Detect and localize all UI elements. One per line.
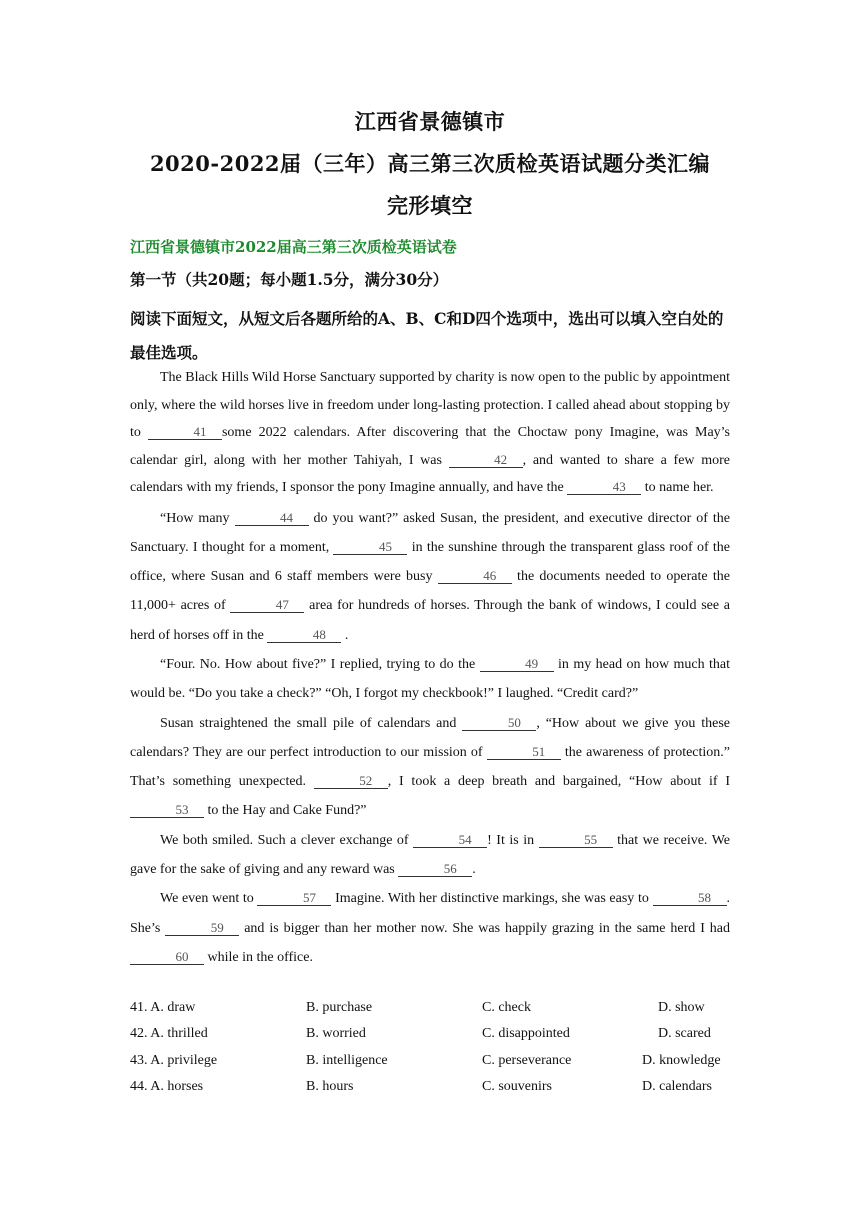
passage-text: and is bigger than her mother now. She was happily grazing in the same herd I had — [239, 920, 730, 936]
passage-paragraph-2 — [130, 504, 730, 650]
passage-text: We both smiled. Such a clever exchange of — [160, 832, 414, 848]
passage-text: Imagine. With her distinctive markings, she was easy to — [331, 891, 653, 907]
passage-text: in the sunshine through the transparent glass roof of the office, where Susan and 6 staff members were busy — [130, 539, 730, 585]
option-a: 42. A. thrilled — [130, 1026, 208, 1042]
blank-50: 50 — [462, 716, 536, 731]
blank-49: 49 — [480, 657, 554, 672]
option-d: D. knowledge — [642, 1052, 721, 1068]
passage-text: . — [472, 862, 476, 878]
blank-44: 44 — [235, 511, 309, 526]
blank-43: 43 — [567, 480, 641, 495]
blank-53: 53 — [130, 803, 204, 818]
passage-paragraph-1 — [130, 364, 730, 502]
blank-41: 41 — [148, 425, 222, 440]
passage-text: in my head on how much that would be. “Do you take a check?” “Oh, I forgot my checkbook!” I laughed. “Credit card?” — [130, 656, 730, 702]
passage-text: the documents needed to operate the 11,000+ acres of — [130, 569, 730, 614]
passage-text: “Four. No. How about five?” I replied, trying to do the — [160, 656, 480, 672]
option-row-44 — [130, 1079, 730, 1105]
option-row-41 — [130, 1000, 730, 1026]
option-d: D. calendars — [642, 1078, 712, 1094]
blank-54: 54 — [413, 833, 487, 848]
doc-title-line1: 江西省景德镇市 — [354, 109, 506, 134]
passage-text: The Black Hills Wild Horse Sanctuary supported by charity is now open to the public by appointment only, where the wild horses live in freedom under long-lasting protection. I called ahead about stopping by to — [130, 370, 730, 440]
blank-46: 46 — [438, 569, 512, 584]
option-row-43 — [130, 1053, 730, 1079]
option-a: 41. A. draw — [130, 1000, 196, 1015]
option-b: B. purchase — [306, 1000, 373, 1015]
passage-paragraph-5 — [130, 826, 730, 885]
option-a: 44. A. horses — [130, 1078, 204, 1094]
part-heading: 第一节（共20题；每小题1.5分，满分30分） — [130, 270, 449, 289]
passage-text: , and wanted to share a few more calendars with my friends, I sponsor the pony Imagine annually, and have the — [130, 452, 730, 495]
option-c: C. disappointed — [482, 1026, 570, 1042]
blank-42: 42 — [449, 453, 523, 468]
passage-text: We even went to — [160, 891, 258, 907]
option-a: 43. A. privilege — [130, 1052, 218, 1068]
blank-51: 51 — [487, 745, 561, 760]
section-title: 江西省景德镇市2022届高三第三次质检英语试卷 — [130, 238, 457, 256]
option-d: D. scared — [658, 1026, 711, 1042]
passage-text: ! It is in — [487, 832, 539, 848]
passage-text: , “How about we give you these calendars? They are our perfect introduction to our mission of — [130, 715, 731, 760]
passage-text: some 2022 calendars. After discovering that the Choctaw pony Imagine, was May’s calendar girl, along with her mother Tahiyah, I was — [130, 425, 730, 468]
passage-text: , I took a deep breath and bargained, “How about if I — [387, 774, 730, 790]
passage-text: Susan straightened the small pile of calendars and — [160, 715, 463, 731]
instructions-text: 阅读下面短文，从短文后各题所给的A、B、C和D四个选项中，选出可以填入空白处的最佳选项。 — [130, 309, 724, 362]
passage-paragraph-6 — [130, 884, 730, 972]
option-c: C. perseverance — [482, 1052, 572, 1068]
passage-text: area for hundreds of horses. Through the bank of windows, I could see a herd of horses off in the — [130, 598, 730, 643]
blank-52: 52 — [314, 774, 388, 789]
passage-text: do you want?” asked Susan, the president, and executive director of the Sanctuary. I thought for a moment, — [130, 510, 730, 555]
passage-text: to the Hay and Cake Fund?” — [204, 803, 367, 819]
blank-55: 55 — [539, 833, 613, 848]
option-d: D. show — [658, 1000, 705, 1015]
blank-56: 56 — [398, 862, 472, 877]
blank-60: 60 — [130, 950, 204, 965]
answer-options — [130, 1000, 730, 1105]
option-row-42 — [130, 1026, 730, 1052]
passage-paragraph-3 — [130, 650, 730, 709]
blank-47: 47 — [230, 598, 304, 613]
passage-text: . — [341, 627, 349, 643]
option-b: B. worried — [306, 1026, 366, 1042]
option-b: B. hours — [306, 1078, 354, 1094]
passage-text: “How many — [160, 510, 235, 526]
blank-59: 59 — [165, 921, 239, 936]
passage-text: that we receive. We gave for the sake of giving and any reward was — [130, 832, 730, 878]
blank-48: 48 — [267, 628, 341, 643]
passage-text: to name her. — [641, 480, 714, 495]
passage-text: while in the office. — [204, 949, 313, 965]
blank-57: 57 — [257, 891, 331, 906]
passage-text: . She’s — [130, 891, 730, 936]
passage-paragraph-4 — [130, 709, 730, 826]
doc-title-line3: 完形填空 — [387, 193, 473, 218]
blank-58: 58 — [653, 891, 727, 906]
option-b: B. intelligence — [306, 1052, 388, 1068]
doc-title-line2: 2020-2022届（三年）高三第三次质检英语试题分类汇编 — [149, 151, 711, 176]
option-c: C. check — [482, 1000, 531, 1015]
blank-45: 45 — [333, 540, 407, 555]
option-c: C. souvenirs — [482, 1078, 552, 1094]
passage-text: the awareness of protection.” That’s something unexpected. — [130, 744, 731, 790]
cloze-passage — [130, 364, 730, 972]
